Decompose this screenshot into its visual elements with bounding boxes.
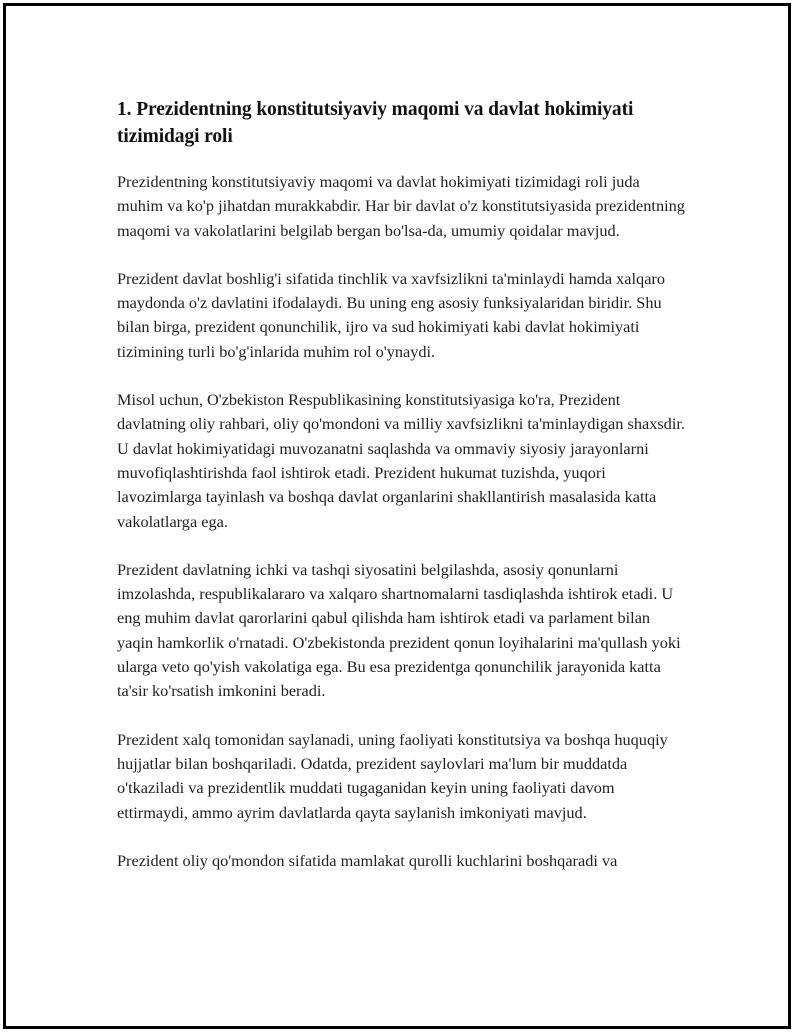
paragraph-1: Prezidentning konstitutsiyaviy maqomi va davlat hokimiyati tizimidagi roli juda muhim va ko'p jihatdan murakkabdir. Har bir davlat o'z konstitutsiyasida prezidentning maqomi va vakolatlarini belgilab bergan bo'lsa-da, umumiy qoidalar mavjud. (117, 172, 685, 240)
document-content (117, 96, 689, 897)
paragraph-3: Misol uchun, O'zbekiston Respublikasining konstitutsiyasiga ko'ra, Prezident davlatning oliy rahbari, oliy qo'mondoni va milliy xavfsizlikni ta'minlaydigan shaxsdir. U davlat hokimiyatidagi muvozanatni saqlashda va ommaviy siyosiy jarayonlarni muvofiqlashtirishda faol ishtirok etadi. Prezident hukumat tuzishda, yuqori lavozimlarga tayinlash va boshqa davlat organlarini shakllantirish masalasida katta vakolatlarga ega. (117, 390, 685, 531)
paragraph-2: Prezident davlat boshlig'i sifatida tinchlik va xavfsizlikni ta'minlaydi hamda xalqaro maydonda o'z davlatini ifodalaydi. Bu uning eng asosiy funksiyalaridan biridir. Shu bilan birga, prezident qonunchilik, ijro va sud hokimiyati kabi davlat hokimiyati tizimining turli bo'g'inlarida muhim rol o'ynaydi. (117, 268, 665, 361)
section-heading: 1. Prezidentning konstitutsiyaviy maqomi va davlat hokimiyati tizimidagi roli (117, 99, 634, 147)
paragraph-6: Prezident oliy qo'mondon sifatida mamlakat qurolli kuchlarini boshqaradi va (117, 850, 618, 870)
paragraph-4: Prezident davlatning ichki va tashqi siyosatini belgilashda, asosiy qonunlarni imzolashda, respublikalararo va xalqaro shartnomalarni tasdiqlashda ishtirok etadi. U eng muhim davlat qarorlarini qabul qilishda ham ishtirok etadi va parlament bilan yaqin hamkorlik o'rnatadi. O'zbekistonda prezident qonun loyihalarini ma'qullash yoki ularga veto qo'yish vakolatiga ega. Bu esa prezidentga qonunchilik jarayonida katta ta'sir ko'rsatish imkonini beradi. (117, 559, 681, 701)
paragraph-5: Prezident xalq tomonidan saylanadi, uning faoliyati konstitutsiya va boshqa huquqiy hujjatlar bilan boshqariladi. Odatda, prezident saylovlari ma'lum bir muddatda o'tkaziladi va prezidentlik muddati tugaganidan keyin uning faoliyati davom ettirmaydi, ammo ayrim davlatlarda qayta saylanish imkoniyati mavjud. (117, 729, 668, 822)
